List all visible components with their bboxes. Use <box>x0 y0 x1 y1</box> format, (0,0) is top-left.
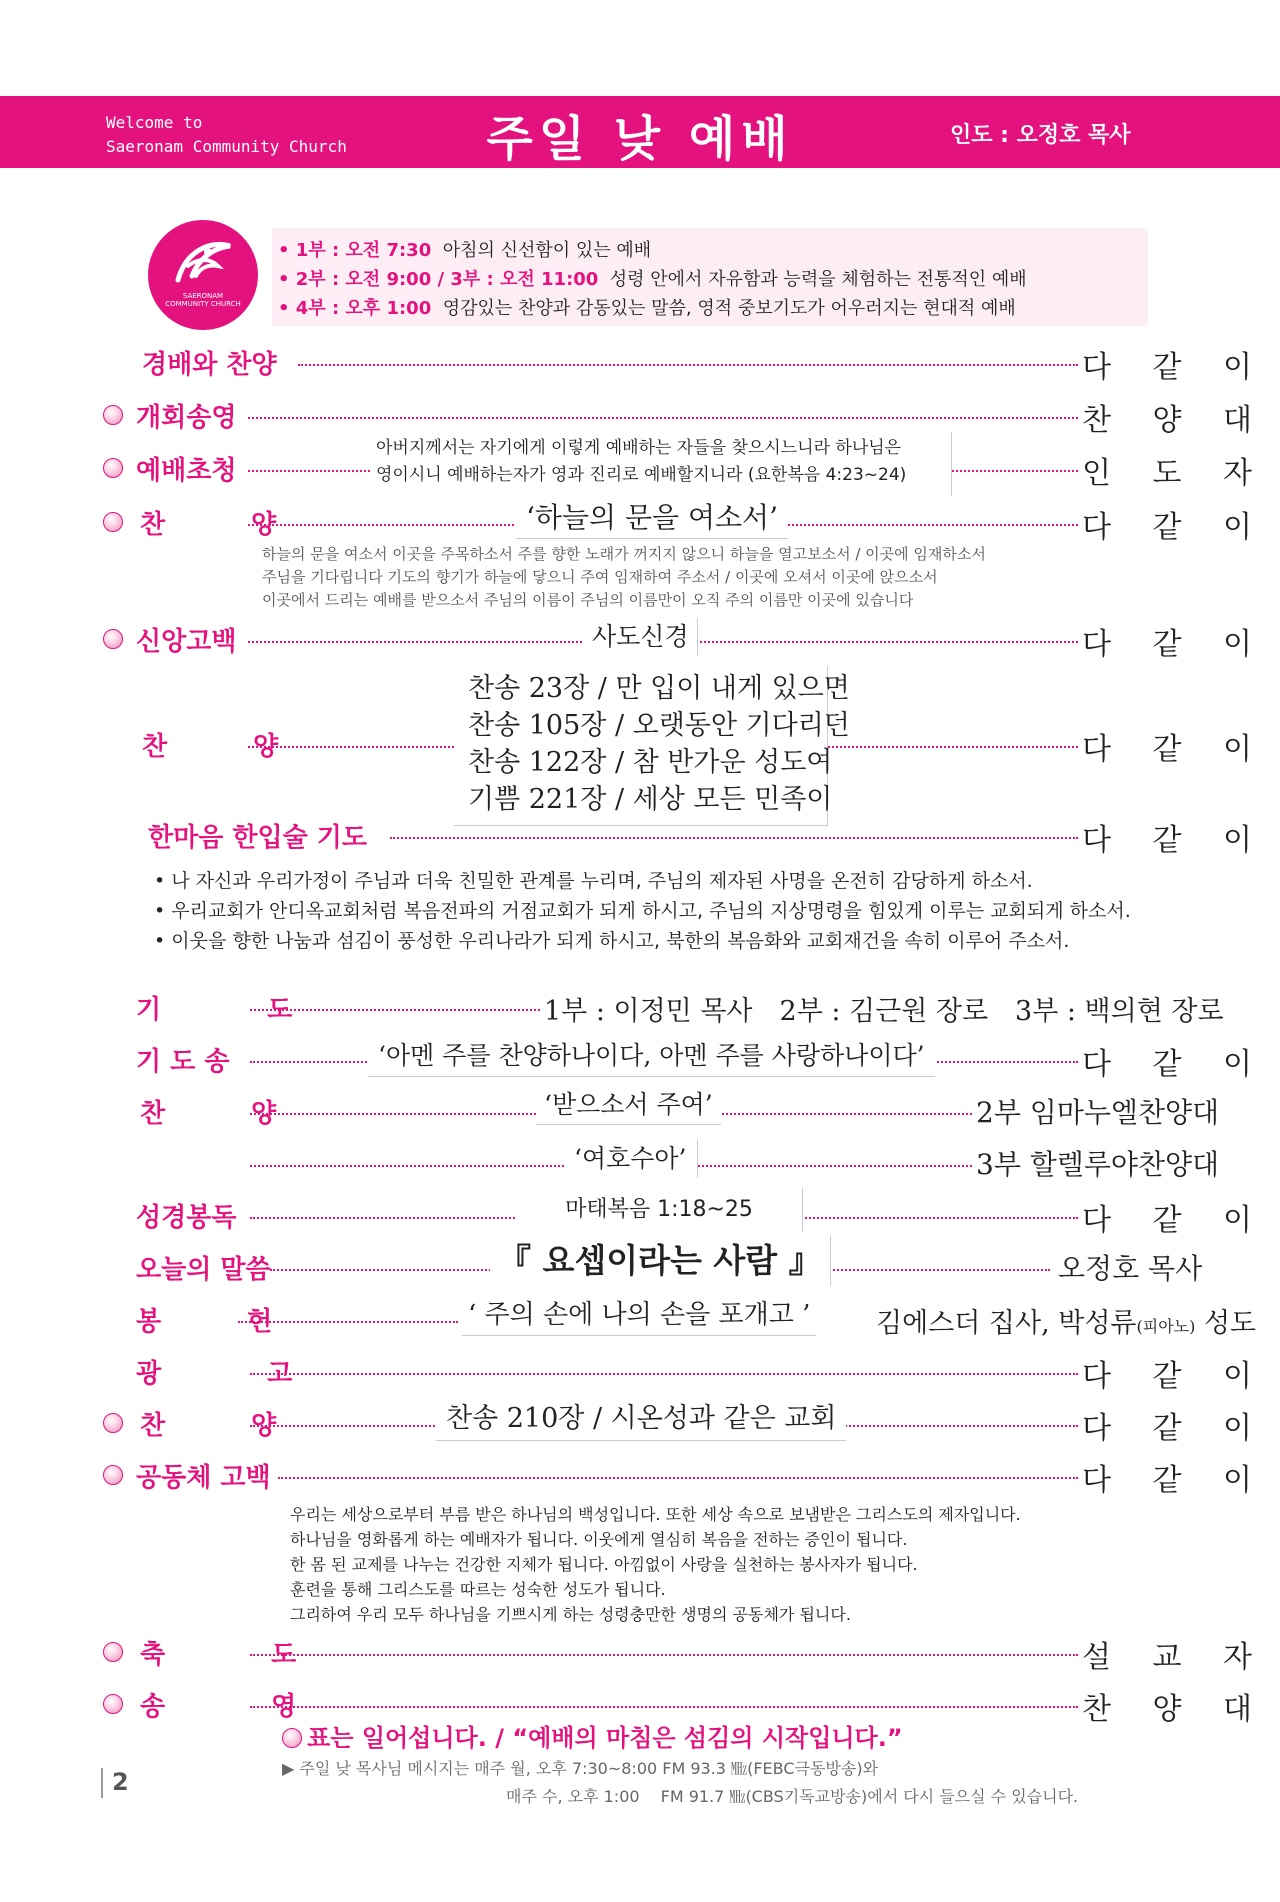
order-row-praise <box>0 340 1280 384</box>
page-number-bar <box>101 1768 103 1798</box>
order-label: 찬 양 <box>140 510 307 540</box>
logo-text-1: SAERONAM <box>182 292 224 300</box>
standing-icon <box>103 1694 123 1714</box>
prayer-item: • 우리교회가 안디옥교회처럼 복음전파의 거점교회가 되게 하시고, 주님의 지상명령을 힘있게 이루는 교회되게 하소서. <box>154 900 1131 922</box>
scripture-reference: 마태복음 1:18~25 <box>516 1188 803 1232</box>
dotted-leader <box>250 1009 540 1011</box>
standing-icon <box>103 629 123 649</box>
page-number: 2 <box>112 1768 129 1796</box>
order-label: 예배초청 <box>136 456 237 486</box>
logo-text-2: COMMUNITY CHURCH <box>165 300 241 308</box>
standing-icon <box>103 405 123 425</box>
order-label: 개회송영 <box>136 403 237 433</box>
hymn-item: 찬송 23장 / 만 입이 내게 있으면 <box>468 673 850 704</box>
anthem-title-1: ‘받으소서 주여’ <box>536 1086 721 1125</box>
order-label: 송 영 <box>140 1692 337 1722</box>
order-row-prayer <box>0 985 1280 1029</box>
anthem-title-2: ‘여호수아’ <box>564 1140 698 1178</box>
order-label: 찬 양 <box>140 1411 307 1441</box>
broadcast-line-2: 매주 수, 오후 1:00 FM 91.7 ㎒(CBS기독교방송)에서 다시 들으실 수 있습니다. <box>506 1787 1079 1806</box>
service-desc: 아침의 신선함이 있는 예배 <box>442 240 652 261</box>
order-right: 다 같 이 <box>1082 732 1269 767</box>
service-1 <box>278 236 651 262</box>
verse-line-1: 아버지께서는 자기에게 이렇게 예배하는 자들을 찾으시느니라 하나님은 <box>376 438 902 458</box>
dotted-leader <box>250 1706 1078 1708</box>
church-logo-icon <box>168 236 238 292</box>
order-label: 경배와 찬양 <box>142 350 277 380</box>
confession-line: 하나님을 영화롭게 하는 예배자가 됩니다. 이웃에게 열심히 복음을 전하는 증인이 됩니다. <box>290 1530 908 1549</box>
order-label: 찬 양 <box>140 1099 307 1129</box>
order-label: 기 도 <box>136 995 333 1025</box>
welcome-line-1: Welcome to <box>106 113 203 132</box>
order-right: 다 같 이 <box>1082 1359 1269 1394</box>
standing-icon <box>103 512 123 532</box>
order-label: 기 도 송 <box>136 1047 230 1077</box>
hymn-item: 기쁨 221장 / 세상 모든 민족이 <box>468 784 833 815</box>
invitation-verse <box>370 432 952 496</box>
offering-song: ‘ 주의 손에 나의 손을 포개고 ’ <box>462 1295 816 1336</box>
choir-3: 3부 할렐루야찬양대 <box>976 1148 1220 1181</box>
dotted-leader <box>248 417 1078 419</box>
service-desc: 성령 안에서 자유함과 능력을 체험하는 전통적인 예배 <box>609 269 1027 290</box>
choir-2: 2부 임마누엘찬양대 <box>976 1096 1220 1129</box>
hymn-list <box>454 666 850 826</box>
broadcast-line-1: ▶ 주일 낮 목사님 메시지는 매주 월, 오후 7:30~8:00 FM 93.3 ㎒(FEBC극동방송)와 <box>282 1759 879 1778</box>
order-right: 다 같 이 <box>1082 627 1269 662</box>
performer-instrument: (피아노) <box>1136 1317 1196 1336</box>
preacher: 오정호 목사 <box>1058 1252 1203 1285</box>
order-label: 봉 헌 <box>136 1307 303 1337</box>
order-right: 다 같 이 <box>1082 350 1269 385</box>
service-3 <box>278 294 1016 320</box>
service-time: • 2부 : 오전 9:00 / 3부 : 오전 11:00 <box>278 269 599 290</box>
prayer-item: • 나 자신과 우리가정이 주님과 더욱 친밀한 관계를 누리며, 주님의 제자된 사명을 온전히 감당하게 하소서. <box>154 870 1033 892</box>
dotted-leader <box>250 1654 1078 1656</box>
lyrics-line: 하늘의 문을 여소서 이곳을 주목하소서 주를 향한 노래가 꺼지지 않으니 하늘을 열고보소서 / 이곳에 임재하소서 <box>262 545 986 563</box>
prayer-item: • 이웃을 향한 나눔과 섬김이 풍성한 우리나라가 되게 하시고, 북한의 복음화와 교회재건을 속히 이루어 주소서. <box>154 930 1070 952</box>
order-label: 오늘의 말씀 <box>136 1255 271 1285</box>
verse-line-2: 영이시니 예배하는자가 영과 진리로 예배할지니라 (요한복음 4:23~24) <box>376 465 907 485</box>
closing-hymn: 찬송 210장 / 시온성과 같은 교회 <box>436 1398 846 1441</box>
standing-icon <box>103 1413 123 1433</box>
performer-names: 김에스더 집사, 박성류 <box>876 1308 1137 1339</box>
dotted-leader <box>250 1373 1078 1375</box>
order-label: 한마음 한입술 기도 <box>148 823 368 853</box>
dotted-leader <box>298 364 1078 366</box>
order-right: 다 같 이 <box>1082 1047 1269 1082</box>
confession-line: 그리하여 우리 모두 하나님을 기쁘시게 하는 성령충만한 생명의 공동체가 됩니다. <box>290 1605 851 1624</box>
order-right: 찬 양 대 <box>1082 1692 1269 1727</box>
order-right: 인 도 자 <box>1082 456 1269 491</box>
order-row-unison-prayer <box>0 813 1280 857</box>
standing-icon <box>103 1642 123 1662</box>
order-label: 신앙고백 <box>136 627 237 657</box>
order-right: 다 같 이 <box>1082 1203 1269 1238</box>
page-title: 주일 낮 예배 <box>486 111 794 167</box>
dotted-leader <box>238 1321 458 1323</box>
order-row-announcements <box>0 1349 1280 1393</box>
sermon-title: 『 요셉이라는 사람 』 <box>490 1236 831 1286</box>
standing-note-text: 표는 일어섭니다. / “예배의 마침은 섬김의 시작입니다.” <box>307 1724 903 1752</box>
standing-icon <box>103 458 123 478</box>
lyrics-line: 주님을 기다립니다 기도의 향기가 하늘에 닿으니 주여 임재하여 주소서 / 이곳에 오셔서 이곳에 앉으소서 <box>262 568 938 586</box>
service-2 <box>278 265 1027 291</box>
dotted-leader <box>390 837 1078 839</box>
worship-leader: 인도 : 오정호 목사 <box>950 123 1131 148</box>
church-logo-text <box>148 292 258 308</box>
dotted-leader <box>278 1477 1078 1479</box>
order-row-opening <box>0 393 1280 437</box>
order-row-benediction <box>0 1630 1280 1674</box>
song-lyrics <box>262 543 986 612</box>
song-title: ‘하늘의 문을 여소서’ <box>516 498 788 539</box>
service-time: • 1부 : 오전 7:30 <box>278 240 432 261</box>
prayer-leaders: 1부 : 이정민 목사 2부 : 김근원 장로 3부 : 백의현 장로 <box>544 996 1224 1027</box>
order-label: 축 도 <box>140 1640 337 1670</box>
order-right: 다 같 이 <box>1082 1411 1269 1446</box>
order-right: 다 같 이 <box>1082 823 1269 858</box>
hymn-item: 찬송 105장 / 오랫동안 기다리던 <box>468 710 850 741</box>
service-time: • 4부 : 오후 1:00 <box>278 298 432 319</box>
order-label: 광 고 <box>136 1359 333 1389</box>
community-confession <box>290 1502 1021 1627</box>
confession-line: 우리는 세상으로부터 부름 받은 하나님의 백성입니다. 또한 세상 속으로 보냄받은 그리스도의 제자입니다. <box>290 1505 1021 1524</box>
service-desc: 영감있는 찬양과 감동있는 말씀, 영적 중보기도가 어우러지는 현대적 예배 <box>442 298 1016 319</box>
order-right: 설 교 자 <box>1082 1640 1269 1675</box>
offering-performers <box>876 1301 1256 1340</box>
order-label: 공동체 고백 <box>136 1463 271 1493</box>
welcome-line-2: Saeronam Community Church <box>106 137 347 156</box>
church-logo <box>148 220 258 330</box>
order-label: 성경봉독 <box>136 1203 237 1233</box>
prayer-list <box>154 866 1131 956</box>
prayer-song-title: ‘아멘 주를 찬양하나이다, 아멘 주를 사랑하나이다’ <box>368 1036 935 1077</box>
order-row-confession <box>0 1453 1280 1497</box>
hymn-item: 찬송 122장 / 참 반가운 성도여 <box>468 747 833 778</box>
order-right: 다 같 이 <box>1082 510 1269 545</box>
order-right: 다 같 이 <box>1082 1463 1269 1498</box>
standing-icon <box>103 1465 123 1485</box>
confession-line: 훈련을 통해 그리스도를 따르는 성숙한 성도가 됩니다. <box>290 1580 666 1599</box>
standing-icon <box>282 1728 302 1748</box>
performer-title: 성도 <box>1195 1308 1257 1339</box>
creed-title: 사도신경 <box>584 618 698 656</box>
lyrics-line: 이곳에서 드리는 예배를 받으소서 주님의 이름이 주님의 이름만이 오직 주의 이름만 이곳에 있습니다 <box>262 591 914 609</box>
order-right: 찬 양 대 <box>1082 403 1269 438</box>
order-label: 찬 양 <box>142 732 309 762</box>
standing-note <box>282 1718 903 1753</box>
confession-line: 한 몸 된 교제를 나누는 건강한 지체가 됩니다. 아낌없이 사랑을 실천하는 봉사자가 됩니다. <box>290 1555 918 1574</box>
